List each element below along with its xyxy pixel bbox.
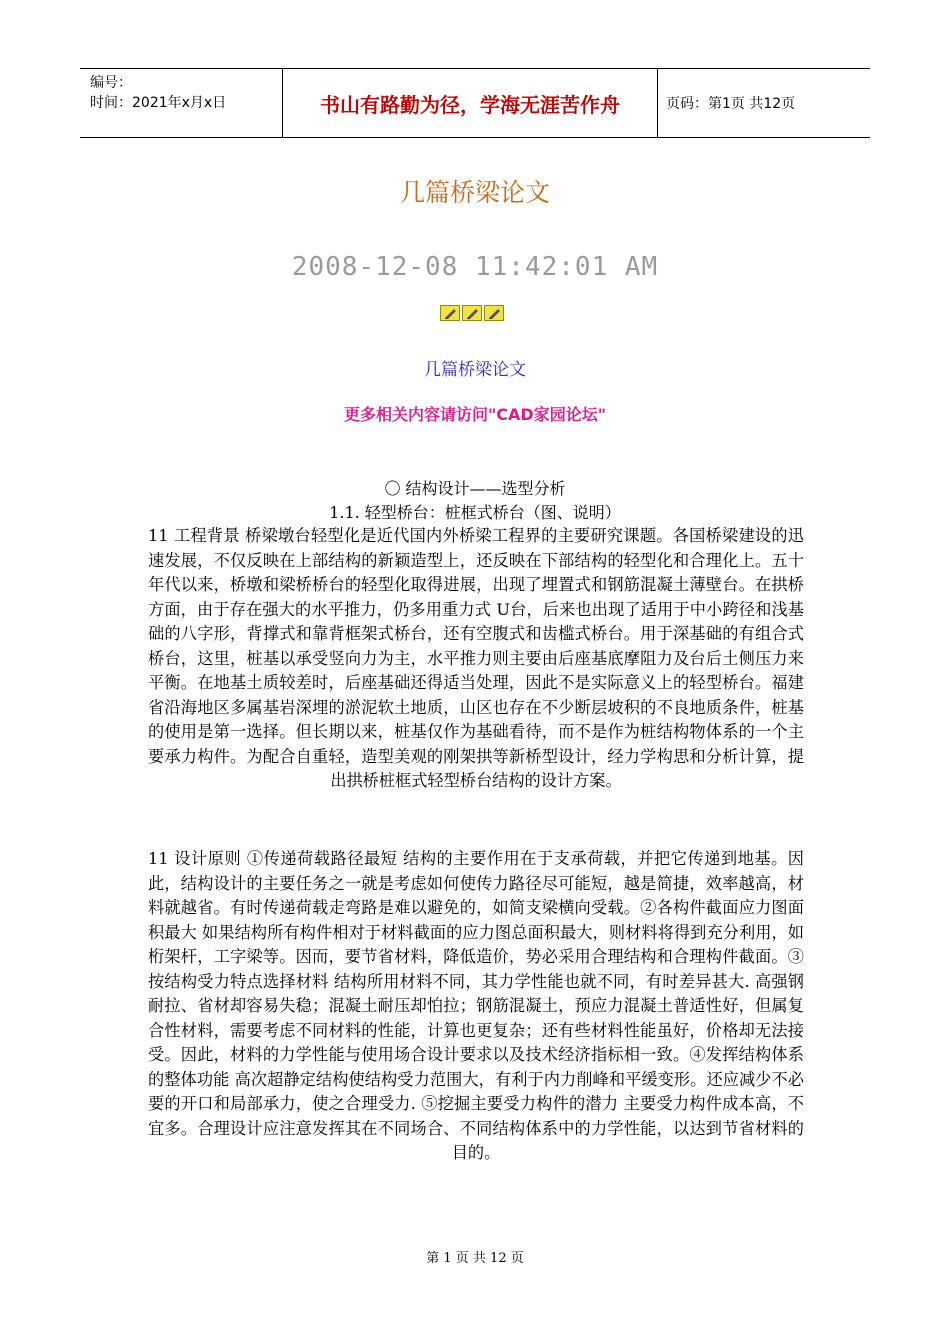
header-motto: 书山有路勤为径，学海无涯苦作舟	[282, 69, 658, 137]
paragraph-design-principles: 11 设计原则 ①传递荷载路径最短 结构的主要作用在于支承荷载，并把它传递到地基。因此，结构设计的主要任务之一就是考虑如何使传力路径尽可能短，越是简捷，效率越高，材料就越省。有时传递荷载走弯路是难以避免的，如简支梁横向受载。②各构件截面应力图面积最大 如果结构所有构件相对于材料截面的应力图总面积最大，则材料将得到充分利用，如桁架杆，工字梁等。因而，要节省材料，降低造价，势必采用合理结构和合理构件截面。③按结构受力特点选择材料 结构所用材料不同，其力学性能也就不同，有时差异甚大. 高强钢耐拉、省材却容易失稳；混凝土耐压却怕拉；钢筋混凝土，预应力混凝土普适性好，但属复合性材料，需要考虑不同材料的性能，计算也更复杂；还有些材料性能虽好，价格却无法接受。因此，材料的力学性能与使用场合设计要求以及技术经济指标相一致。④发挥结构体系的整体功能 高次超静定结构使结构受力范围大，有利于内力削峰和平缓变形。还应减少不必要的开口和局部承力，使之合理受力. ⑤挖掘主要受力构件的潜力 主要受力构件成本高，不宜多。合理设计应注意发挥其在不同场合、不同结构体系中的力学性能，以达到节省材料的目的。	[148, 849, 804, 1162]
paragraph-background: 11 工程背景 桥梁墩台轻型化是近代国内外桥梁工程界的主要研究课题。各国桥梁建设的迅速发展，不仅反映在上部结构的新颖造型上，还反映在下部结构的轻型化和合理化上。五十年代以来，桥墩和梁桥桥台的轻型化取得进展，出现了埋置式和钢筋混凝土薄壁台。在拱桥方面，由于存在强大的水平推力，仍多用重力式 U台，后来也出现了适用于中小跨径和浅基础的八字形，背撑式和靠背框架式桥台，还有空腹式和齿槛式桥台。用于深基础的有组合式桥台，这里，桩基以承受竖向力为主，水平推力则主要由后座基底摩阻力及台后土侧压力来平衡。在地基土质较差时，后座基础还得适当处理，因此不是实际意义上的轻型桥台。福建省沿海地区多属基岩深埋的淤泥软土地质，山区也存在不少断层坡积的不良地质条件，桩基的使用是第一选择。但长期以来，桩基仅作为基础看待，而不是作为桩结构物体系的一个主要承力构件。为配合自重轻，造型美观的刚架拱等新桥型设计，经力学构思和分析计算，提出拱桥桩框式轻型桥台结构的设计方案。	[148, 526, 804, 790]
pen-icon	[462, 305, 482, 321]
header-page-label: 页码：第1页 共12页	[666, 96, 796, 112]
section-heading: 〇 结构设计——选型分析	[384, 479, 566, 498]
document-title: 几篇桥梁论文	[399, 178, 550, 207]
pen-icon	[484, 305, 504, 321]
number-label: 编号：	[90, 75, 132, 91]
visit-forum-link[interactable]: 更多相关内容请访问"CAD家园论坛"	[343, 405, 607, 424]
pen-icon-row	[440, 305, 504, 321]
header-table	[80, 68, 870, 138]
header-meta-cell	[80, 69, 282, 137]
page-footer: 第 1 页 共 12 页	[426, 1251, 524, 1266]
pen-icon	[440, 305, 460, 321]
document-datetime: 2008-12-08 11:42:01 AM	[291, 252, 659, 282]
document-subtitle-link[interactable]: 几篇桥梁论文	[424, 360, 526, 380]
subsection-heading: 1.1. 轻型桥台：桩框式桥台（图、说明）	[329, 503, 621, 522]
time-label: 时间：2021年x月x日	[90, 95, 227, 111]
